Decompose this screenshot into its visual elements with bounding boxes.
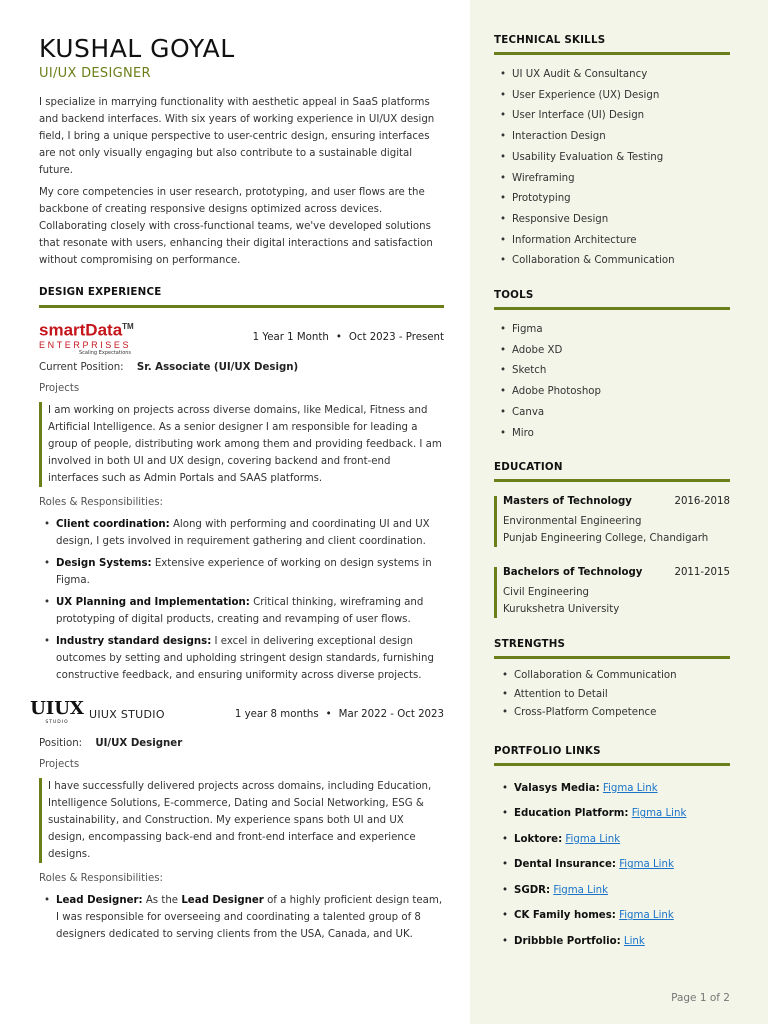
list-item: • UI UX Audit & Consultancy: [494, 65, 730, 86]
role-text: Critical thinking, wireframing and prototyping of digital products, creating and revamping of user flows.: [56, 597, 424, 625]
role-title: UX Planning and Implementation:: [56, 597, 250, 608]
logo-trademark: TM: [122, 322, 134, 332]
list-item: • Collaboration & Communication: [494, 667, 730, 686]
list-item: • Sketch: [494, 361, 730, 382]
portfolio-link[interactable]: Figma Link: [553, 884, 609, 896]
logo-sub: STUDIO: [45, 720, 69, 725]
sidebar: [470, 0, 768, 1024]
education-entry-1: [494, 496, 730, 547]
job-1-duration: 1 Year 1 Month: [252, 331, 329, 343]
logo-enterprises: ENTERPRISES: [39, 339, 132, 350]
portfolio-label: Dental Insurance:: [514, 859, 616, 871]
job-1-roles-list: [39, 516, 444, 684]
list-item: [494, 852, 730, 878]
list-item: • Adobe XD: [494, 341, 730, 362]
list-item: [494, 929, 730, 955]
field: Civil Engineering: [503, 587, 589, 599]
school: Punjab Engineering College, Chandigarh: [503, 533, 709, 545]
portfolio-link[interactable]: Figma Link: [619, 859, 674, 871]
tools-list: [494, 320, 730, 444]
logo-mark: UIUX: [30, 698, 84, 719]
portfolio-label: SGDR:: [514, 884, 551, 896]
logo-wordmark: smartData: [39, 320, 123, 340]
role-text: Extensive experience of working on design systems in Figma.: [56, 558, 432, 586]
list-item: • Canva: [494, 403, 730, 424]
job-1-projects-text: I am working on projects across diverse domains, like Medical, Fitness and Artificial Intelligence. As a senior designer I am responsible for leading a group of people, distributing work among them and providing feedback. I am involved in both UI and UX design, covering backend and front-end interfaces such as Admin Portals and SAAS platforms.: [39, 402, 444, 487]
job-1-dates: Oct 2023 - Present: [348, 331, 444, 343]
logo-tagline: Scaling Expectations: [79, 349, 132, 356]
tools-heading: TOOLS: [494, 289, 730, 310]
strengths-list: [494, 667, 730, 723]
position-label: Position:: [39, 738, 83, 749]
list-item: [494, 903, 730, 929]
job-2-duration: 1 year 8 months: [234, 708, 319, 720]
list-item: • Attention to Detail: [494, 686, 730, 705]
degree: Bachelors of Technology: [503, 567, 643, 579]
summary-paragraph-1: I specialize in marrying functionality with aesthetic appeal in SaaS platforms and backend interfaces. With six years of working experience in UI/UX design field, I bring a unique perspective to user-centric design, ensuring interfaces are not only visually engaging but also contribute to a sustainable digital future.: [39, 97, 435, 176]
portfolio-link[interactable]: Figma Link: [619, 910, 674, 922]
job-1-roles-label: Roles & Responsibilities:: [39, 497, 163, 508]
portfolio-label: Loktore:: [514, 833, 563, 845]
role-text: As the: [142, 895, 182, 906]
list-item: [39, 516, 444, 550]
position-value: Sr. Associate (UI/UX Design): [136, 362, 299, 373]
list-item: • Information Architecture: [494, 231, 730, 252]
role-title: Industry standard designs:: [56, 636, 212, 647]
list-item: [39, 555, 444, 589]
separator-dot: •: [335, 331, 342, 343]
portfolio-list: [494, 776, 730, 955]
candidate-role: UI/UX DESIGNER: [39, 66, 151, 81]
list-item: • Collaboration & Communication: [494, 251, 730, 272]
years: 2011-2015: [674, 567, 730, 579]
summary-paragraph-2: My core competencies in user research, prototyping, and user flows are the backbone of creating responsive designs optimized across devices. Collaborating closely with cross-functional teams, we've developed solutions that resonate with users, enhancing their digital interactions and satisfaction without compromising on performance.: [39, 187, 433, 266]
job-2-dates: Mar 2022 - Oct 2023: [338, 708, 444, 720]
job-1-meta: [253, 332, 444, 343]
position-value: UI/UX Designer: [95, 738, 183, 749]
position-label: Current Position:: [39, 362, 124, 373]
years: 2016-2018: [674, 496, 730, 508]
separator-dot: •: [325, 708, 332, 720]
role-text: of a highly proficient design team, I was responsible for overseeing and coordinating a talented group of 8 designers dedicated to serving clients from the USA, Canada, and UK.: [56, 895, 443, 940]
job-2-company: UIUX STUDIO: [89, 707, 165, 721]
list-item: • User Interface (UI) Design: [494, 106, 730, 127]
role-title: Design Systems:: [56, 558, 152, 569]
job-2-projects-text: I have successfully delivered projects across domains, including Education, Intelligence Solutions, E-commerce, Dating and Social Networking, ESG & sustainability, and Construction. My experience spans both UI and UX design, encompassing back-end and front-end interface and experience designs.: [39, 778, 444, 863]
portfolio-label: Education Platform:: [514, 808, 629, 820]
portfolio-links-heading: PORTFOLIO LINKS: [494, 745, 730, 766]
job-2-meta: [235, 709, 444, 720]
list-item: [494, 776, 730, 802]
strengths-heading: STRENGTHS: [494, 638, 730, 659]
list-item: • Interaction Design: [494, 127, 730, 148]
uiux-studio-logo: [30, 698, 84, 730]
design-experience-heading: DESIGN EXPERIENCE: [39, 286, 444, 308]
list-item: • Prototyping: [494, 189, 730, 210]
candidate-name: KUSHAL GOYAL: [39, 34, 235, 63]
skills-list: [494, 65, 730, 272]
list-item: [39, 633, 444, 684]
technical-skills-heading: TECHNICAL SKILLS: [494, 34, 730, 55]
list-item: • Usability Evaluation & Testing: [494, 148, 730, 169]
list-item: • Wireframing: [494, 169, 730, 190]
portfolio-label: Dribbble Portfolio:: [514, 935, 621, 947]
job-2-roles-list: [39, 892, 444, 943]
job-2-projects-label: Projects: [39, 759, 80, 770]
page-number: Page 1 of 2: [671, 992, 730, 1004]
list-item: • Miro: [494, 424, 730, 445]
field: Environmental Engineering: [503, 516, 642, 528]
list-item: • Adobe Photoshop: [494, 382, 730, 403]
job-2-roles-label: Roles & Responsibilities:: [39, 873, 163, 884]
role-title: Lead Designer:: [56, 895, 143, 906]
list-item: • Cross-Platform Competence: [494, 704, 730, 723]
portfolio-link[interactable]: Figma Link: [565, 833, 621, 845]
smartdata-logo: [39, 318, 149, 356]
portfolio-link[interactable]: Figma Link: [602, 782, 658, 794]
portfolio-label: Valasys Media:: [514, 782, 600, 794]
list-item: • Figma: [494, 320, 730, 341]
school: Kurukshetra University: [503, 604, 620, 616]
list-item: [494, 878, 730, 904]
degree: Masters of Technology: [503, 496, 632, 508]
list-item: [494, 801, 730, 827]
portfolio-link[interactable]: Figma Link: [631, 808, 687, 820]
role-text: Along with performing and coordinating UI and UX design, I gets involved in requirement gathering and client coordination.: [56, 519, 430, 547]
portfolio-link[interactable]: Link: [623, 935, 645, 947]
list-item: • Responsive Design: [494, 210, 730, 231]
role-title: Client coordination:: [56, 519, 170, 530]
job-1-projects-label: Projects: [39, 383, 80, 394]
job-2-position: [39, 738, 444, 749]
portfolio-label: CK Family homes:: [514, 910, 616, 922]
job-2-header: [30, 698, 444, 730]
list-item: [39, 892, 444, 943]
job-1-header: [39, 320, 444, 354]
role-text: I excel in delivering exceptional design outcomes by setting and upholding stringent design standards, furnishing constructive feedback, and ensuring uniformity across diverse projects.: [56, 636, 434, 681]
list-item: • User Experience (UX) Design: [494, 86, 730, 107]
role-title-inline: Lead Designer: [181, 895, 264, 906]
job-1-position: [39, 362, 444, 373]
education-entry-2: [494, 567, 730, 618]
list-item: [494, 827, 730, 853]
list-item: [39, 594, 444, 628]
education-heading: EDUCATION: [494, 461, 730, 482]
